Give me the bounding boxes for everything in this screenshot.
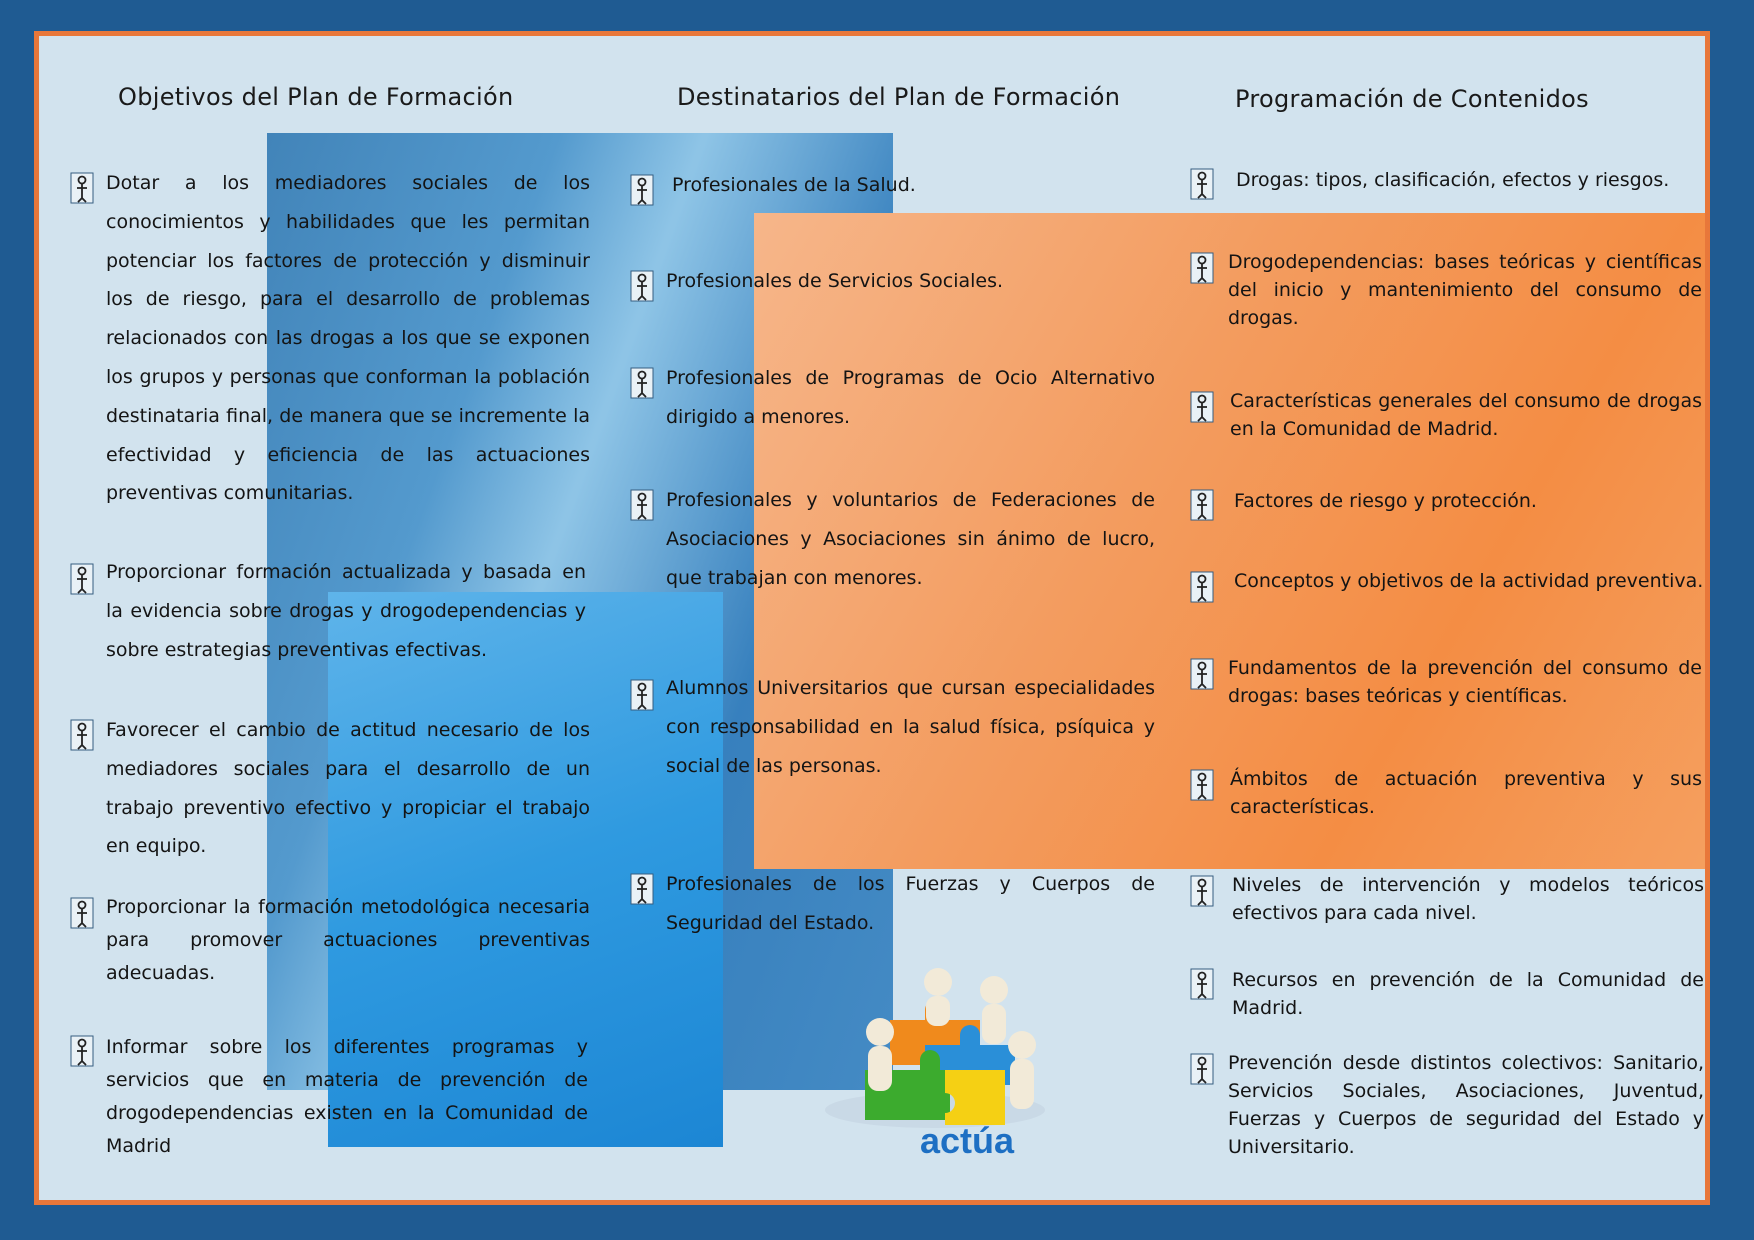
person-bullet-icon	[630, 679, 654, 711]
person-bullet-icon	[630, 270, 654, 302]
list-item: Drogodependencias: bases teóricas y científicas del inicio y mantenimiento del consumo de drogas.	[1190, 248, 1702, 332]
list-item: Profesionales de Servicios Sociales.	[630, 262, 1155, 301]
person-bullet-icon	[1190, 168, 1214, 200]
list-item: Profesionales de la Salud.	[630, 166, 1155, 205]
list-item: Características generales del consumo de drogas en la Comunidad de Madrid.	[1190, 387, 1702, 443]
objectives-title: Objetivos del Plan de Formación	[118, 83, 514, 111]
list-item: Profesionales de Programas de Ocio Alternativo dirigido a menores.	[630, 359, 1155, 437]
person-bullet-icon	[70, 897, 94, 929]
list-item: Alumnos Universitarios que cursan especialidades con responsabilidad en la salud física, psíquica y social de las personas.	[630, 669, 1155, 785]
list-item: Dotar a los mediadores sociales de los conocimientos y habilidades que les permitan potenciar los factores de protección y disminuir los de riesgo, para el desarrollo de problemas relacionados con las drogas a los que se exponen los grupos y personas que conforman la población destinataria final, de manera que se incremente la efectividad y eficiencia de las actuaciones preventivas comunitarias.	[70, 164, 590, 513]
person-bullet-icon	[1190, 489, 1214, 521]
list-item: Niveles de intervención y modelos teóricos efectivos para cada nivel.	[1190, 871, 1704, 927]
person-bullet-icon	[1190, 571, 1214, 603]
person-bullet-icon	[70, 563, 94, 595]
contents-title: Programación de Contenidos	[1235, 85, 1589, 113]
list-item: Profesionales y voluntarios de Federaciones de Asociaciones y Asociaciones sin ánimo de lucro, que trabajan con menores.	[630, 481, 1155, 597]
person-bullet-icon	[1190, 391, 1214, 423]
list-item: Recursos en prevención de la Comunidad de Madrid.	[1190, 966, 1704, 1022]
person-bullet-icon	[1190, 658, 1214, 690]
person-bullet-icon	[630, 873, 654, 905]
recipients-title: Destinatarios del Plan de Formación	[677, 83, 1121, 111]
list-item: Conceptos y objetivos de la actividad preventiva.	[1190, 567, 1704, 595]
person-bullet-icon	[1190, 769, 1214, 801]
person-bullet-icon	[630, 174, 654, 206]
person-bullet-icon	[1190, 1053, 1214, 1085]
person-bullet-icon	[70, 1035, 94, 1067]
actua-logo-text: actúa	[920, 1120, 1015, 1161]
list-item: Profesionales de los Fuerzas y Cuerpos de Seguridad del Estado.	[630, 865, 1155, 943]
list-item: Proporcionar la formación metodológica necesaria para promover actuaciones preventivas adecuadas.	[70, 891, 590, 990]
person-bullet-icon	[1190, 968, 1214, 1000]
person-bullet-icon	[630, 367, 654, 399]
person-bullet-icon	[1190, 875, 1214, 907]
list-item: Favorecer el cambio de actitud necesario de los mediadores sociales para el desarrollo de un trabajo preventivo efectivo y propiciar el trabajo en equipo.	[70, 711, 590, 866]
person-bullet-icon	[1190, 252, 1214, 284]
person-bullet-icon	[630, 489, 654, 521]
list-item: Factores de riesgo y protección.	[1190, 487, 1702, 515]
list-item: Ámbitos de actuación preventiva y sus características.	[1190, 765, 1702, 821]
list-item: Proporcionar formación actualizada y basada en la evidencia sobre drogas y drogodependencias y sobre estrategias preventivas efectivas.	[70, 553, 586, 669]
person-bullet-icon	[70, 172, 94, 204]
list-item: Prevención desde distintos colectivos: Sanitario, Servicios Sociales, Asociaciones, Juventud, Fuerzas y Cuerpos de seguridad del Estado y Universitario.	[1190, 1049, 1704, 1161]
list-item: Drogas: tipos, clasificación, efectos y riesgos.	[1190, 166, 1700, 194]
list-item: Informar sobre los diferentes programas y servicios que en materia de prevención de drogodependencias existen en la Comunidad de Madrid	[70, 1031, 588, 1163]
person-bullet-icon	[70, 719, 94, 751]
list-item: Fundamentos de la prevención del consumo de drogas: bases teóricas y científicas.	[1190, 654, 1702, 710]
